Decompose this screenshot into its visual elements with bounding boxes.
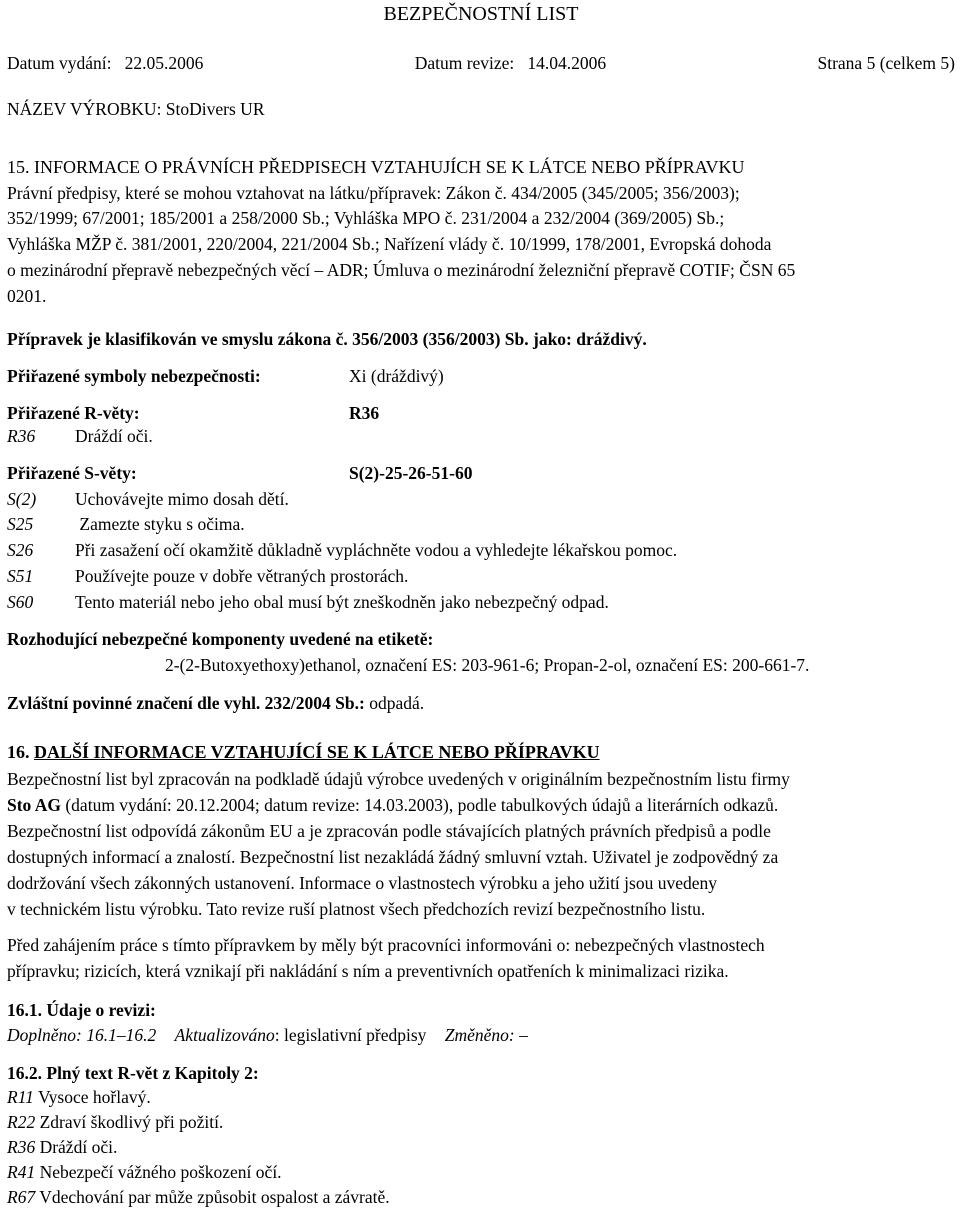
- section-16-text-line: přípravku; rizicích, která vznikají při nakládání s ním a preventivních opatřeních k minimalizaci rizika.: [7, 961, 729, 981]
- r-phrase-text: Vdechování par může způsobit ospalost a závratě.: [35, 1187, 390, 1207]
- section-16-text-line: dostupných informací a znalostí. Bezpečnostní list nezakládá žádný smluvní vztah. Uživatel je zodpovědný za: [7, 847, 779, 867]
- r-phrase-text: Zdraví škodlivý při požití.: [35, 1112, 224, 1132]
- r-phrase-text: Nebezpečí vážného poškození očí.: [35, 1162, 282, 1182]
- special-labelling-row: [7, 692, 424, 714]
- s-phrases-value: S(2)-25-26-51-60: [349, 463, 473, 483]
- s-phrases-label: Přiřazené S-věty:: [7, 463, 137, 483]
- section-16-text-line: Bezpečnostní list odpovídá zákonům EU a je zpracován podle stávajících platných právních předpisů a podle: [7, 821, 771, 841]
- revision-updated-value: : legislativní předpisy: [274, 1025, 427, 1045]
- s-phrase-code: S60: [7, 592, 34, 612]
- s-phrase-text: Uchovávejte mimo dosah dětí.: [75, 489, 289, 509]
- r-phrases-value: R36: [349, 403, 380, 423]
- section-15-text-line: o mezinárodní přepravě nebezpečných věcí – ADR; Úmluva o mezinárodní železniční přepravě COTIF; ČSN 65: [7, 260, 796, 280]
- r-phrase-fulltext-item: [7, 1161, 282, 1183]
- page-number: Strana 5 (celkem 5): [817, 53, 955, 73]
- special-labelling-value: odpadá.: [364, 693, 425, 713]
- s-phrase-item: [7, 591, 609, 613]
- s-phrases-row: [7, 462, 955, 484]
- section-15-heading: 15. INFORMACE O PRÁVNÍCH PŘEDPISECH VZTAHUJÍCH SE K LÁTCE NEBO PŘÍPRAVKU: [7, 157, 745, 177]
- issue-date: Datum vydání: 22.05.2006: [7, 53, 204, 73]
- revision-heading: 16.1. Údaje o revizi:: [7, 1000, 156, 1020]
- revision-added: Doplněno: 16.1–16.2: [7, 1025, 157, 1045]
- r-phrase-item: [7, 425, 153, 447]
- r-phrases-row: [7, 402, 955, 424]
- s-phrase-text: Používejte pouze v dobře větraných prostorách.: [75, 566, 409, 586]
- s-phrase-text: Při zasažení očí okamžitě důkladně vypláchněte vodou a vyhledejte lékařskou pomoc.: [75, 540, 678, 560]
- section-15-text-line: 352/1999; 67/2001; 185/2001 a 258/2000 Sb.; Vyhláška MPO č. 231/2004 a 232/2004 (369/2005) Sb.;: [7, 208, 725, 228]
- r-phrases-label: Přiřazené R-věty:: [7, 403, 140, 423]
- s-phrase-code: S(2): [7, 489, 37, 509]
- r-phrase-text: Dráždí oči.: [75, 426, 153, 446]
- s-phrase-item: [7, 513, 245, 535]
- hazard-symbols-value: Xi (dráždivý): [349, 366, 444, 386]
- r-phrase-fulltext-item: [7, 1136, 117, 1158]
- revision-info-row: [7, 1024, 528, 1046]
- section-16-number: 16.: [7, 742, 34, 762]
- r-phrase-fulltext-item: [7, 1186, 390, 1208]
- r-phrase-fulltext-item: [7, 1111, 223, 1133]
- section-15-text-line: Právní předpisy, které se mohou vztahovat na látku/přípravek: Zákon č. 434/2005 (345/2005; 356/2003);: [7, 183, 740, 203]
- product-name: NÁZEV VÝROBKU: StoDivers UR: [7, 99, 265, 119]
- section-16-text-line: [7, 794, 778, 816]
- r-phrase-text: Vysoce hořlavý.: [33, 1087, 151, 1107]
- s-phrase-text: Tento materiál nebo jeho obal musí být zneškodněn jako nebezpečný odpad.: [75, 592, 609, 612]
- r-phrase-code: R67: [7, 1187, 36, 1207]
- r-phrases-fulltext-heading: 16.2. Plný text R-vět z Kapitoly 2:: [7, 1063, 259, 1083]
- hazard-symbols-row: [7, 365, 955, 387]
- s-phrase-code: S26: [7, 540, 34, 560]
- r-phrase-code: R36: [7, 426, 36, 446]
- r-phrase-code: R36: [7, 1137, 36, 1157]
- header-meta-row: [7, 52, 955, 74]
- document-title: BEZPEČNOSTNÍ LIST: [383, 3, 579, 25]
- s-phrase-item: [7, 539, 677, 561]
- section-16-title: DALŠÍ INFORMACE VZTAHUJÍCÍ SE K LÁTCE NEBO PŘÍPRAVKU: [34, 742, 600, 762]
- section-16-heading: [7, 741, 600, 763]
- s-phrase-item: [7, 565, 408, 587]
- s-phrase-code: S51: [7, 566, 34, 586]
- special-labelling-label: Zvláštní povinné značení dle vyhl. 232/2004 Sb.:: [7, 693, 365, 713]
- revision-updated-label: Aktualizováno: [174, 1025, 275, 1045]
- section-15-text-line: Vyhláška MŽP č. 381/2001, 220/2004, 221/2004 Sb.; Nařízení vlády č. 10/1999, 178/2001, Evropská dohoda: [7, 234, 772, 254]
- r-phrase-text: Dráždí oči.: [35, 1137, 118, 1157]
- hazardous-components-value: 2-(2-Butoxyethoxy)ethanol, označení ES: 203-961-6; Propan-2-ol, označení ES: 200-661-7.: [165, 655, 810, 675]
- revision-changed: Změněno: –: [444, 1025, 528, 1045]
- s-phrase-text: Zamezte styku s očima.: [75, 514, 245, 534]
- section-16-text-line: dodržování všech zákonných ustanovení. Informace o vlastnostech výrobku a jeho užití jsou uvedeny: [7, 873, 718, 893]
- r-phrase-code: R41: [7, 1162, 36, 1182]
- section-15-text-line: 0201.: [7, 286, 47, 306]
- r-phrase-code: R11: [7, 1087, 34, 1107]
- manufacturer-info: (datum vydání: 20.12.2004; datum revize: 14.03.2003), podle tabulkových údajů a literárních odkazů.: [60, 795, 779, 815]
- s-phrase-code: S25: [7, 514, 34, 534]
- section-16-text-line: Bezpečnostní list byl zpracován na podkladě údajů výrobce uvedených v originálním bezpečnostním listu firmy: [7, 769, 790, 789]
- section-16-text-line: v technickém listu výrobku. Tato revize ruší platnost všech předchozích revizí bezpečnostního listu.: [7, 899, 706, 919]
- hazardous-components-label: Rozhodující nebezpečné komponenty uvedené na etiketě:: [7, 629, 434, 649]
- classification-statement: Přípravek je klasifikován ve smyslu zákona č. 356/2003 (356/2003) Sb. jako: dráždivý.: [7, 329, 647, 349]
- s-phrase-item: [7, 488, 289, 510]
- r-phrase-fulltext-item: [7, 1086, 151, 1108]
- manufacturer-name: Sto AG: [7, 795, 61, 815]
- r-phrase-code: R22: [7, 1112, 36, 1132]
- hazard-symbols-label: Přiřazené symboly nebezpečnosti:: [7, 366, 261, 386]
- section-16-text-line: Před zahájením práce s tímto přípravkem by měly být pracovníci informováni o: nebezpečných vlastnostech: [7, 935, 765, 955]
- revision-date: Datum revize: 14.04.2006: [414, 53, 607, 73]
